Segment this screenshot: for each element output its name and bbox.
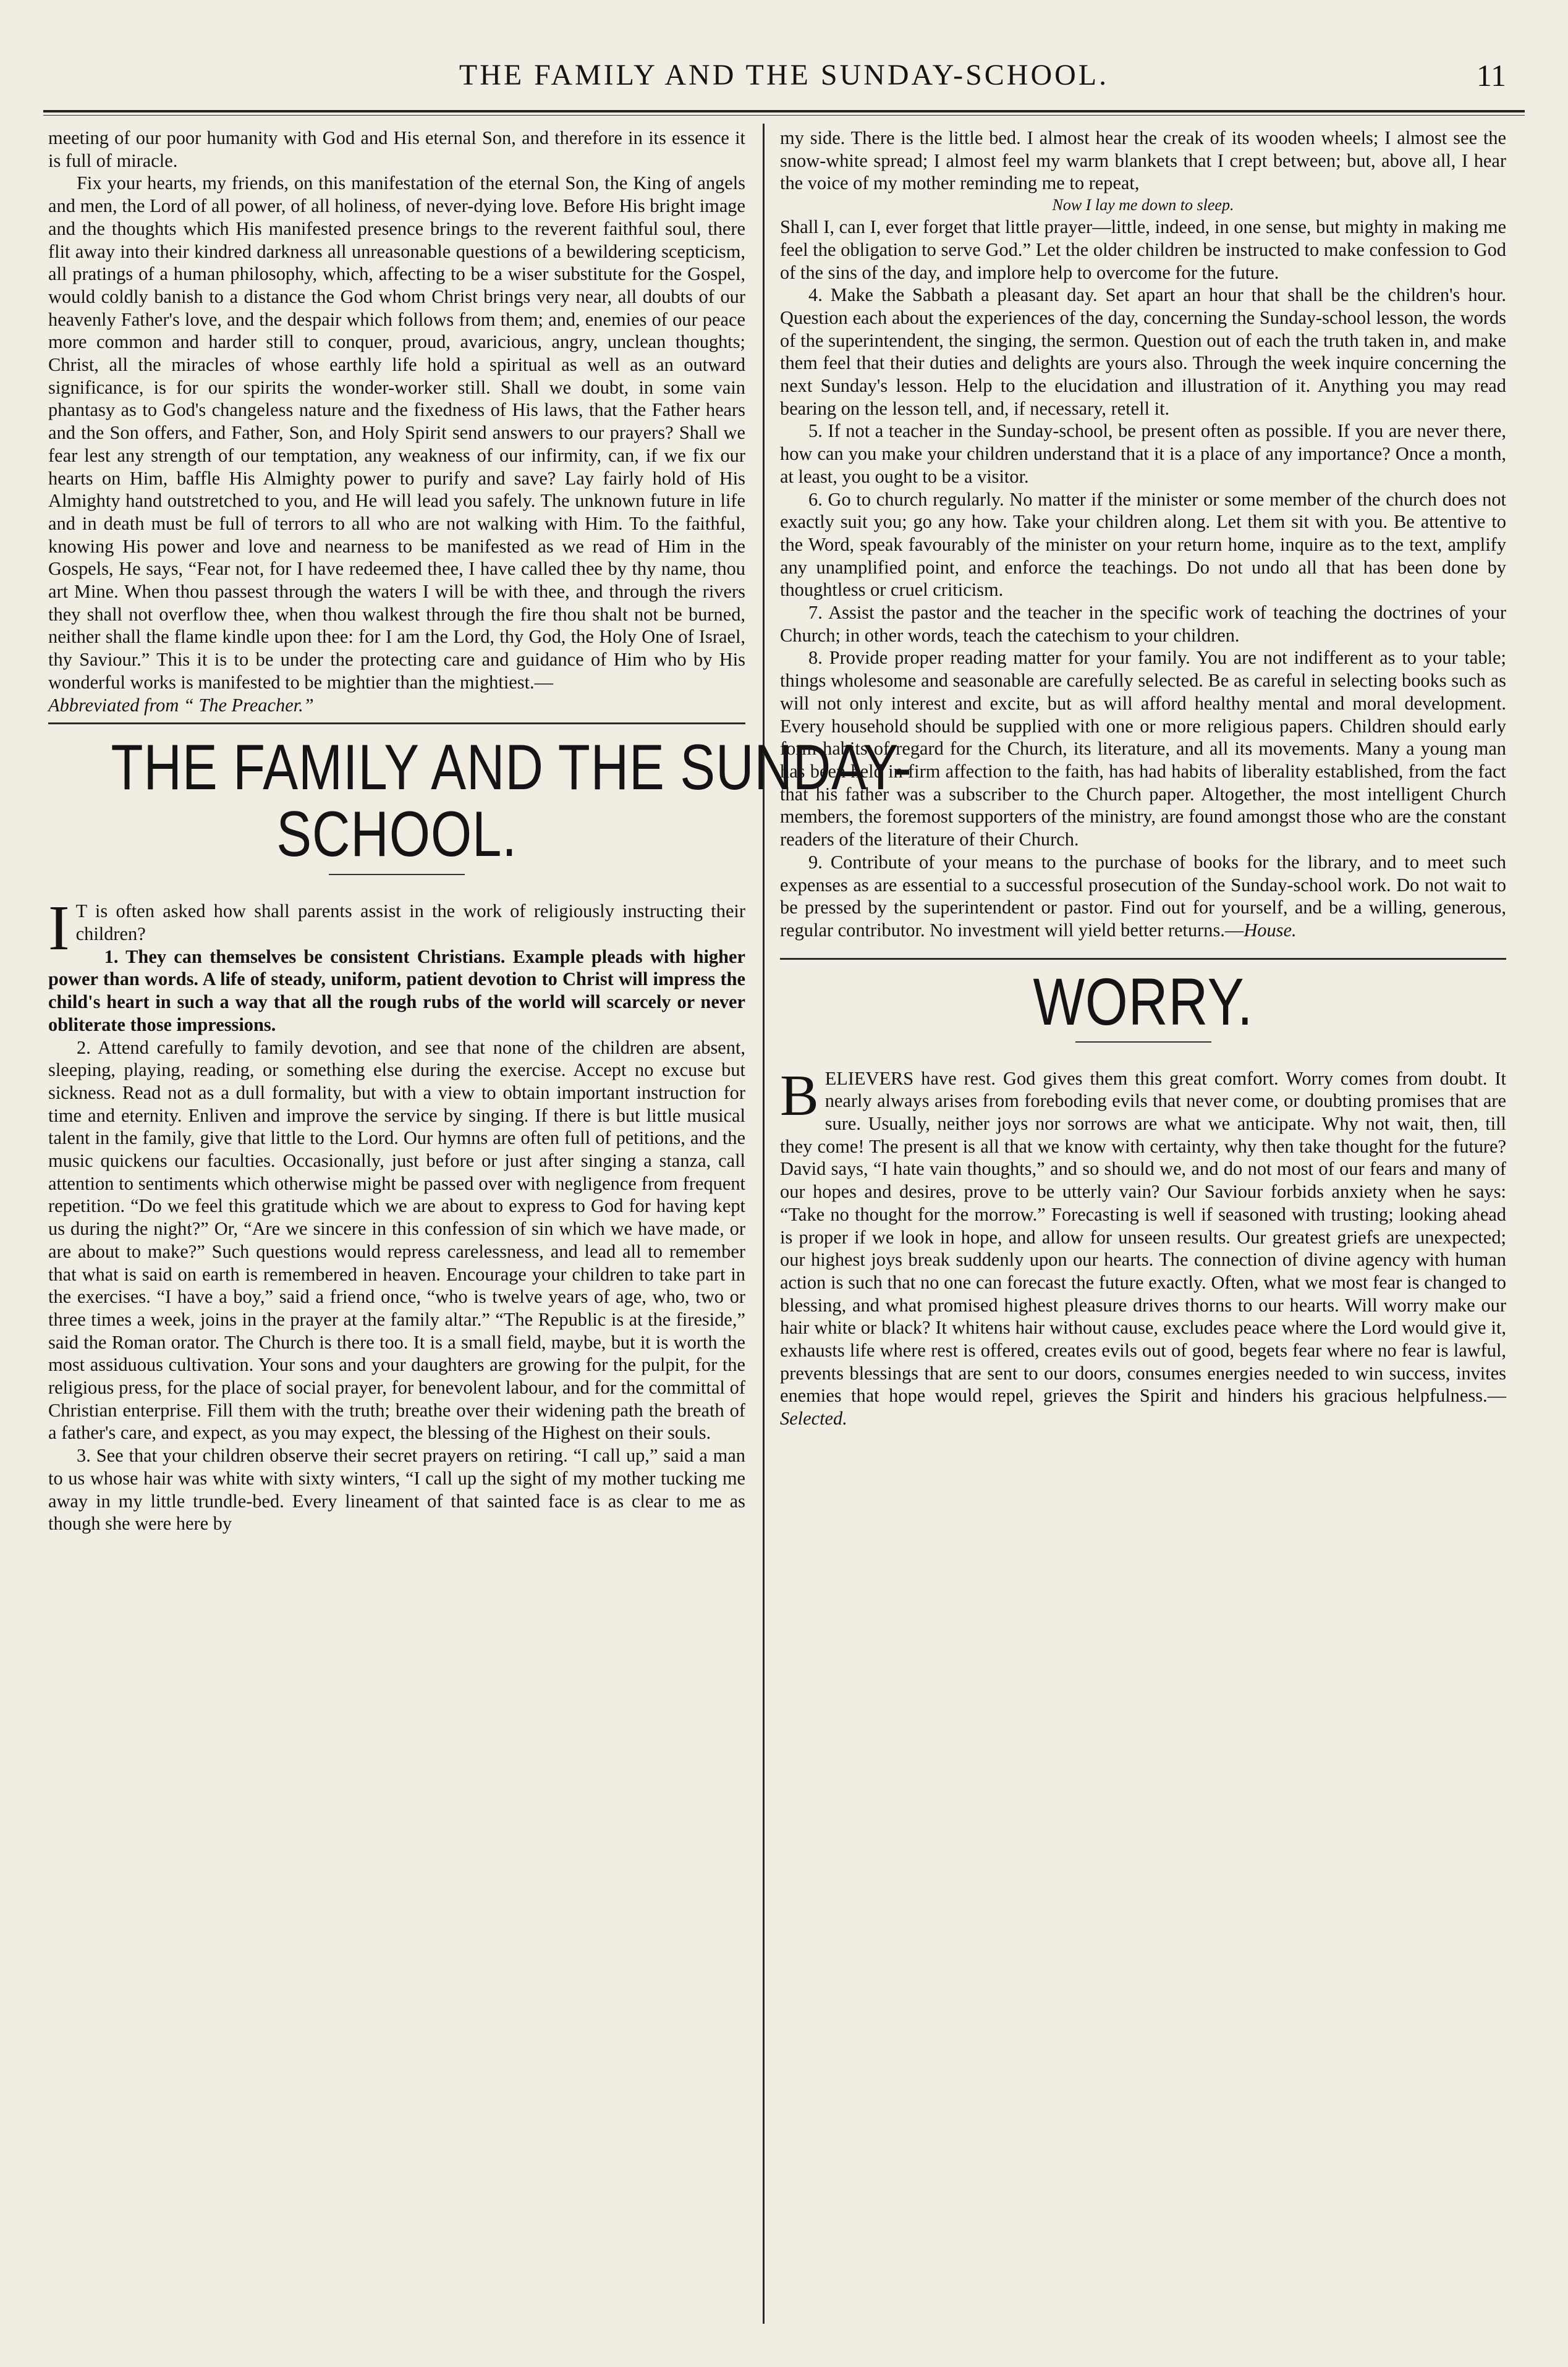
column-divider: [763, 124, 765, 2324]
family-point-6: 6. Go to church regularly. No matter if the minister or some member of the church does not exactly suit you; go any how. Take your children along. Let them sit with you. Be attentive to the Word, speak favourably of the minister on your return home, inquire as to the text, amplify any unamplified point, and enforce the teachings. Do not undo all that has been done by thoughtless or cruel criticism.: [780, 488, 1506, 601]
header-rule-thin: [43, 115, 1525, 116]
family-dropcap: I: [48, 892, 70, 964]
family-intro: [48, 892, 745, 964]
cont-para: my side. There is the little bed. I almost hear the creak of its wooden wheels; I almost see the snow-white spread; I almost feel my warm blankets that I crept between; but, above all, I hear the voice of my mother reminding me to repeat,: [780, 127, 1506, 194]
family-point-1: 1. They can themselves be consistent Christians. Example pleads with higher power than words. A life of steady, uniform, patient devotion to Christ will impress the child's heart in such a way that all the rough rubs of the world will scarcely or never obliterate those impressions.: [48, 946, 745, 1035]
family-title-line2: SCHOOL.: [276, 798, 517, 871]
family-intro-text: T is often asked how shall parents assist in the work of religiously instructing their children?: [75, 900, 745, 944]
preacher-para-2-text: Fix your hearts, my friends, on this manifestation of the eternal Son, the King of angels and men, the Lord of all power, of all holiness, of never-dying love. Before His bright image and the thoughts which His manifested presence brings to the reverent faithful soul, there flit away into their kindred darkness all unreasonable questions of a bewildering scepticism, all pratings of a human philosophy, which, affecting to be a wiser substitute for the Gospel, would coldly banish to a distance the God whom Christ brings very near, all doubts of our heavenly Father's love, and the despair which follows from them; and, enemies of our peace more common and harder still to conquer, proud, avaricious, angry, unclean thoughts; Christ, all the miracles of whose earthly life hold a spiritual as well as an outward significance, is for our spirits the wonder-worker still. Shall we doubt, in some vain phantasy as to God's changeless nature and the fixedness of His laws, that the Father hears and the Son offers, and Father, Son, and Holy Spirit send answers to our prayers? Shall we fear lest any strength of our temptation, any weakness of our infirmity, can, if we fix our hearts on Him, baffle His Almighty power to purify and save? Lay fairly hold of His Almighty hand outstretched to you, and He will lead you safely. The unknown future in life and in death must be full of terrors to all who are not walking with Him. To the faithful, knowing His power and love and nearness to be manifested as we read of Him in the Gospels, He says, “Fear not, for I have redeemed thee, I have called thee by thy name, thou art Mine. When thou passest through the waters I will be with thee, and through the rivers they shall not overflow thee, when thou walkest through the fire thou shalt not be burned, neither shall the flame kindle upon thee: for I am the Lord, thy God, the Holy One of Israel, thy Saviour.” This it is to be under the protecting care and guidance of Him who by His wonderful works is manifested to be mightier than the mightiest.—: [48, 172, 745, 693]
family-point-2: 2. Attend carefully to family devotion, and see that none of the children are absent, sleeping, playing, reading, or something else during the exercise. Accept no excuse but sickness. Read not as a dull formality, but with a view to obtain important instruction for time and eternity. Enliven and improve the service by singing. If there is but little musical talent in the family, give that little to the Lord. Our hymns are often full of petitions, and the music quickens our faculties. Occasionally, just before or just after singing a stanza, call attention to sentiments which otherwise might be passed over with negligence from frequent repetition. “Do we feel this gratitude which we are about to express to God for having kept us during the night?” Or, “Are we sincere in this confession of sin which we have made, or are about to make?” Such questions would repress carelessness, and lead all to remember that what is said on earth is remembered in heaven. Encourage your children to take part in the exercises. “I have a boy,” said a friend once, “who is twelve years of age, who, two or three times a week, joins in the prayer at the family altar.” “The Republic is at the fireside,” said the Roman orator. The Church is there too. It is a small field, maybe, but it is worth the most assiduous cultivation. Your sons and your daughters are growing for the pulpit, for the religious press, for the place of social prayer, for benevolent labour, and for the committal of Christian enterprise. Fill them with the truth; breathe over their widening path the breath of a father's care, and expect, as you may expect, the blessing of the Highest on their souls.: [48, 1036, 745, 1444]
section-rule-worry: [780, 958, 1506, 960]
family-point-4: 4. Make the Sabbath a pleasant day. Set apart an hour that shall be the children's hour. Question each about the experiences of the day, concerning the Sunday-school lesson, the words of the superintendent, the singing, the sermon. Question out of each the truth taken in, and make them feel that their duties and delights are yours also. Through the week inquire concerning the next Sunday's lesson. Help to the elucidation and illustration of it. Anything you may read bearing on the lesson tell, and, if necessary, retell it.: [780, 284, 1506, 419]
family-point-9: [780, 851, 1506, 942]
worry-dropcap: B: [780, 1063, 819, 1128]
family-point-3: 3. See that your children observe their secret prayers on retiring. “I call up,” said a man to us whose hair was white with sixty winters, “I call up the sight of my mother tucking me away in my little trundle-bed. Every lineament of that sainted face is as clear to me as though she were here by: [48, 1445, 745, 1535]
preacher-para-2: [48, 172, 745, 716]
section-rule: [48, 722, 745, 724]
preacher-para-1: meeting of our poor humanity with God and His eternal Son, and therefore in its essence it is full of miracle.: [48, 127, 745, 171]
header-rule: [43, 110, 1525, 112]
prayer-line: Now I lay me down to sleep.: [1052, 196, 1234, 214]
family-point-5: 5. If not a teacher in the Sunday-school, be present often as possible. If you are never there, how can you make your children understand that it is a place of any importance? Once a month, at least, you ought to be a visitor.: [780, 420, 1506, 487]
right-column: [780, 127, 1506, 1430]
worry-title-rule: [1075, 1041, 1211, 1043]
family-point-8: 8. Provide proper reading matter for your family. You are not indifferent as to your table; things wholesome and seasonable are carefully selected. Be as careful in selecting books such as will not only interest and excite, but as will afford healthy mental and moral development. Every household should be supplied with one or more religious papers. Children should early form habits of regard for the Church, its literature, and all its movements. Many a young man has been held in firm affection to the faith, has had habits of liberality established, from the fact that his father was a subscriber to the Church paper. Altogether, the most intelligent Church members, the foremost supporters of the ministry, are found amongst those who are the constant readers of the literature of their Church.: [780, 647, 1506, 850]
worry-para: [780, 1063, 1506, 1430]
page-number: 11: [1476, 58, 1506, 93]
house-attribution: House.: [1244, 919, 1297, 941]
worry-title: WORRY.: [1033, 963, 1253, 1039]
running-title: THE FAMILY AND THE SUNDAY-SCHOOL.: [459, 59, 1109, 91]
title-rule: [329, 874, 465, 875]
worry-attribution: Selected.: [780, 1408, 847, 1429]
family-title: [111, 732, 912, 871]
cont-para-2: Shall I, can I, ever forget that little prayer—little, indeed, in one sense, but mighty in making me feel the obligation to serve God.” Let the older children be instructed to make confession to God of the sins of the day, and implore help to overcome for the future.: [780, 216, 1506, 283]
page-header: [43, 57, 1525, 106]
family-point-9-text: 9. Contribute of your means to the purchase of books for the library, and to meet such expenses as are essential to a successful prosecution of the Sunday-school work. Do not wait to be pressed by the superintendent or pastor. Find out for yourself, and be a willing, generous, regular contributor. No investment will yield better returns.—: [780, 851, 1506, 941]
preacher-attribution: Abbreviated from “ The Preacher.”: [48, 694, 314, 716]
worry-text: ELIEVERS have rest. God gives them this great comfort. Worry comes from doubt. It nearly always arises from foreboding evils that never come, or doubting promises that are sure. Usually, neither joys nor sorrows are what we anticipate. Why not wait, then, till they come! The present is all that we know with certainty, why then take thought for the future? David says, “I hate vain thoughts,” and so should we, and do not most of our fears and many of our hopes and desires, prove to be utterly vain? Our Saviour forbids anxiety when he says: “Take no thought for the morrow.” Forecasting is well if seasoned with trusting; looking ahead is proper if we look in hope, and allow for unseen results. Our greatest griefs are unexpected; our highest joys break suddenly upon our hearts. The connection of divine agency with human action is such that no one can forecast the future exactly. Often, what we most fear is changed to blessing, and what promised highest pleasure drives thorns to our hearts. Will worry make our hair white or black? It whitens hair without cause, excludes peace where the Lord would give it, exhausts life where rest is offered, creates evils out of good, begets fear where no fear is lawful, prevents blessings that are sent to our doors, consumes energies needed to win success, invites enemies that hope would repel, grieves the Spirit and hinders his gracious helpfulness.—: [780, 1067, 1506, 1407]
family-point-7: 7. Assist the pastor and the teacher in the specific work of teaching the doctrines of your Church; in other words, teach the catechism to your children.: [780, 602, 1506, 646]
family-title-line1: THE FAMILY AND THE SUNDAY-: [111, 732, 912, 804]
